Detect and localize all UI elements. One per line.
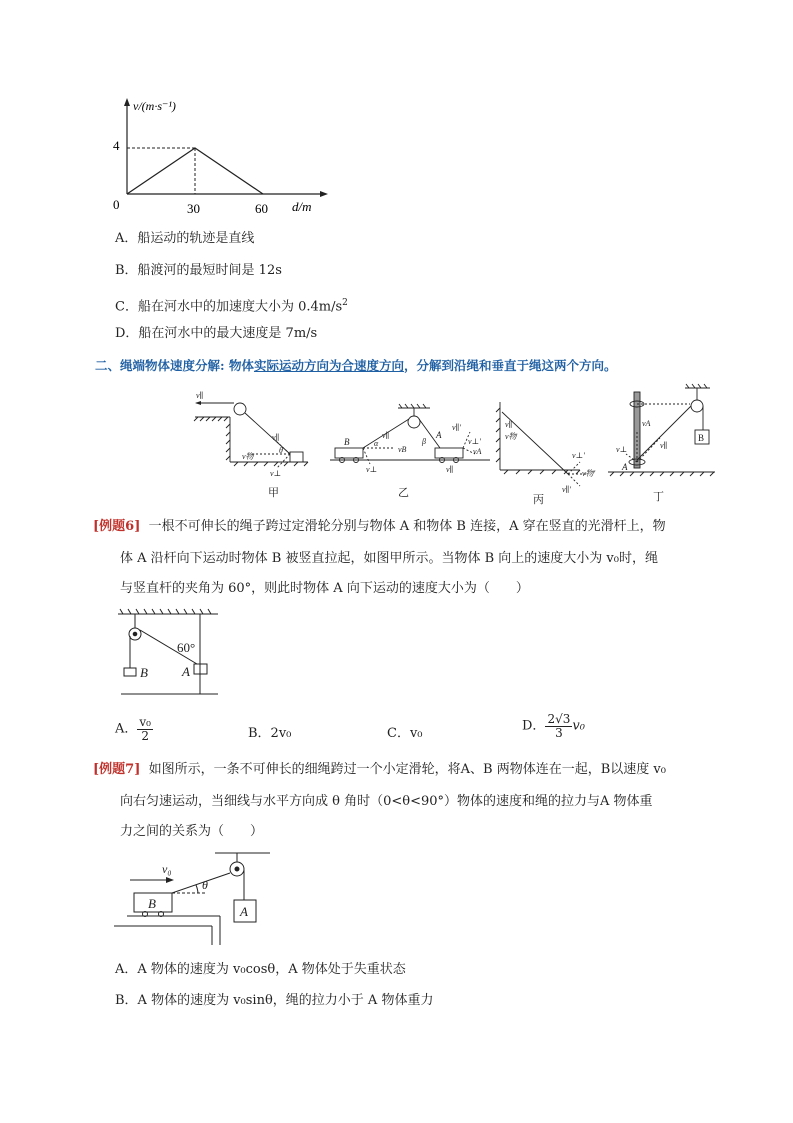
ex6-option-d: D． $\frac{2√3}{3}$ v₀ [522, 712, 585, 740]
diagram-yi [330, 404, 490, 464]
ex6-fig-angle: 60° [177, 640, 196, 655]
ex7-tag: [例题7] [93, 762, 141, 777]
bing-label-v-par-p: v∥′ [562, 485, 571, 494]
ex6-fig-A: A [182, 664, 190, 679]
rope-diagrams-figure [190, 382, 720, 507]
jia-label-v-perp: v⊥ [270, 469, 282, 478]
x-tick-60: 60 [255, 201, 268, 216]
bing-label-v-perp-p: v⊥′ [572, 451, 585, 460]
q5-option-a: A．船运动的轨迹是直线 [115, 231, 255, 246]
caption-bing: 丙 [533, 494, 544, 506]
yi-label-v-par-2: v∥ [446, 465, 454, 474]
caption-jia: 甲 [268, 487, 279, 499]
ex6-option-b: B．2v₀ [248, 726, 292, 741]
q5-option-b: B．船渡河的最短时间是 12s [115, 263, 282, 278]
ex6-option-a: A． $\frac{\text{v₀}}{2}$ [115, 715, 151, 743]
yi-label-v-perp: v⊥ [366, 465, 378, 474]
yi-label-alpha: α [374, 439, 379, 448]
ex7-figure [112, 848, 277, 950]
yi-label-beta: β [422, 437, 426, 446]
y-axis-arrow [124, 98, 130, 106]
ding-label-v-perp: v⊥ [616, 445, 628, 454]
ex6-line-2: 体 A 沿杆向下运动时物体 B 被竖直拉起，如图甲所示。当物体 B 向上的速度大小为 v₀时，绳 [120, 551, 658, 566]
caption-yi: 乙 [398, 487, 409, 499]
ex7-fig-B: B [148, 896, 156, 911]
ding-label-v-par: v∥ [660, 441, 668, 450]
yi-label-v-A: vA [473, 447, 482, 456]
ex7-line-1: [例题7] 如图所示，一条不可伸长的细绳跨过一个小定滑轮，将A、B 两物体连在一起，B以速度 v₀ [93, 762, 666, 777]
y-axis-label: v/(m·s⁻¹) [133, 99, 176, 113]
ex6-option-c: C．v₀ [387, 726, 423, 741]
jia-label-v-wu: v物 [242, 452, 254, 461]
velocity-distance-graph [100, 95, 340, 220]
ex7-option-b: B．A 物体的速度为 v₀sinθ，绳的拉力小于 A 物体重力 [115, 993, 434, 1008]
ex7-option-a: A．A 物体的速度为 v₀cosθ，A 物体处于失重状态 [115, 962, 406, 977]
ding-label-A: A [622, 462, 628, 472]
ex7-fig-theta: θ [202, 878, 208, 892]
diagram-bing [496, 402, 586, 486]
yi-label-v-B: vB [398, 445, 407, 454]
section-heading: 二、绳端物体速度分解: 物体实际运动方向为合速度方向，分解到沿绳和垂直于绳这两个方向。 [95, 358, 617, 373]
yi-label-B: B [344, 437, 350, 447]
ex6-line-3: 与竖直杆的夹角为 60°，则此时物体 A 向下运动的速度大小为（ ） [120, 581, 529, 596]
yi-label-v-par-p: v∥′ [452, 423, 461, 432]
origin-label: 0 [113, 197, 120, 212]
ex7-fig-A: A [240, 904, 248, 919]
q5-option-d: D．船在河水中的最大速度是 7m/s [115, 326, 318, 341]
ex6-tag: [例题6] [93, 519, 141, 534]
jia-label-theta: θ [279, 446, 283, 455]
ex6-line-1: [例题6] 一根不可伸长的绳子跨过定滑轮分别与物体 A 和物体 B 连接，A 穿在竖直的光滑杆上，物 [93, 519, 666, 534]
bing-label-v-wu: v物 [505, 432, 517, 441]
caption-ding: 丁 [653, 491, 664, 503]
yi-label-A: A [436, 430, 442, 440]
ex7-velocity-arrow [166, 877, 174, 883]
ex6-figure [113, 606, 223, 702]
ex7-fig-v0: v₀ [162, 862, 172, 876]
x-tick-30: 30 [187, 201, 200, 216]
ding-label-B: B [698, 433, 705, 443]
ex7-line-3: 力之间的关系为（ ） [120, 824, 264, 839]
bing-label-v-wu-p: v物′ [582, 469, 596, 478]
ex6-fig-B: B [140, 665, 148, 680]
ding-label-v-A: vA [642, 419, 651, 428]
yi-label-v-perp-p: v⊥′ [468, 437, 481, 446]
x-axis-arrow [320, 191, 328, 197]
y-tick-4: 4 [113, 138, 120, 153]
jia-label-v-par: v∥ [196, 391, 204, 400]
x-axis-label: d/m [292, 199, 312, 214]
q5-option-c: C．船在河水中的加速度大小为 $0.4m/s^2$ [115, 298, 348, 315]
bing-label-v-par: v∥ [505, 420, 513, 429]
ex7-line-2: 向右匀速运动，当细线与水平方向成 θ 角时（0<θ<90°）物体的速度和绳的拉力与A 物体重 [120, 794, 653, 809]
yi-label-v-par: v∥ [382, 431, 390, 440]
jia-label-v-par-2: v∥ [272, 433, 280, 442]
